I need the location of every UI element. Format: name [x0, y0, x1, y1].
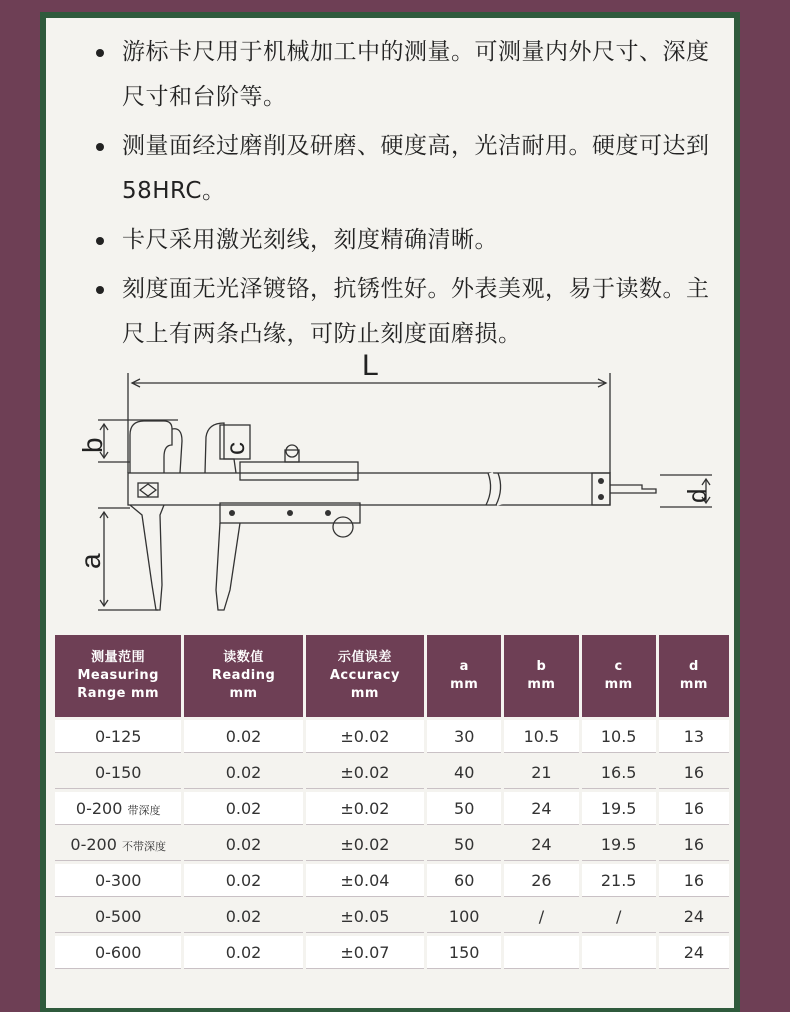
caliper-diagram [60, 345, 730, 620]
header-c: c mm [582, 635, 656, 717]
label-c: c [220, 442, 250, 455]
feature-item: 卡尺采用激光刻线，刻度精确清晰。 [92, 218, 712, 263]
label-b: b [77, 437, 108, 453]
table-row: 0-125 0.02 ±0.02 30 10.5 10.5 13 [55, 720, 729, 753]
table-row: 0-300 0.02 ±0.04 60 26 21.5 16 [55, 864, 729, 897]
feature-item: 测量面经过磨削及研磨、硬度高，光洁耐用。硬度可达到58HRC。 [92, 124, 712, 214]
table-row: 0-600 0.02 ±0.07 150 24 [55, 936, 729, 969]
feature-list [92, 30, 712, 361]
table-row: 0-200 不带深度 0.02 ±0.02 50 24 19.5 16 [55, 828, 729, 861]
header-b: b mm [504, 635, 578, 717]
header-a: a mm [427, 635, 501, 717]
feature-item: 刻度面无光泽镀铬，抗锈性好。外表美观，易于读数。主尺上有两条凸缘，可防止刻度面磨损。 [92, 267, 712, 357]
label-d: d [682, 488, 712, 503]
bullet-dot-icon [96, 49, 104, 57]
header-range: 测量范围 Measuring Range mm [55, 635, 181, 717]
bullet-dot-icon [96, 143, 104, 151]
table-row: 0-500 0.02 ±0.05 100 / / 24 [55, 900, 729, 933]
feature-item: 游标卡尺用于机械加工中的测量。可测量内外尺寸、深度尺寸和台阶等。 [92, 30, 712, 120]
header-d: d mm [659, 635, 729, 717]
table-header-row [55, 635, 729, 717]
label-L: L [362, 349, 379, 382]
header-reading: 读数值 Reading mm [184, 635, 302, 717]
spec-table [52, 632, 732, 972]
bullet-dot-icon [96, 237, 104, 245]
table-row: 0-200 带深度 0.02 ±0.02 50 24 19.5 16 [55, 792, 729, 825]
bullet-dot-icon [96, 286, 104, 294]
header-accuracy: 示值误差 Accuracy mm [306, 635, 424, 717]
table-row: 0-150 0.02 ±0.02 40 21 16.5 16 [55, 756, 729, 789]
label-a: a [75, 553, 106, 569]
